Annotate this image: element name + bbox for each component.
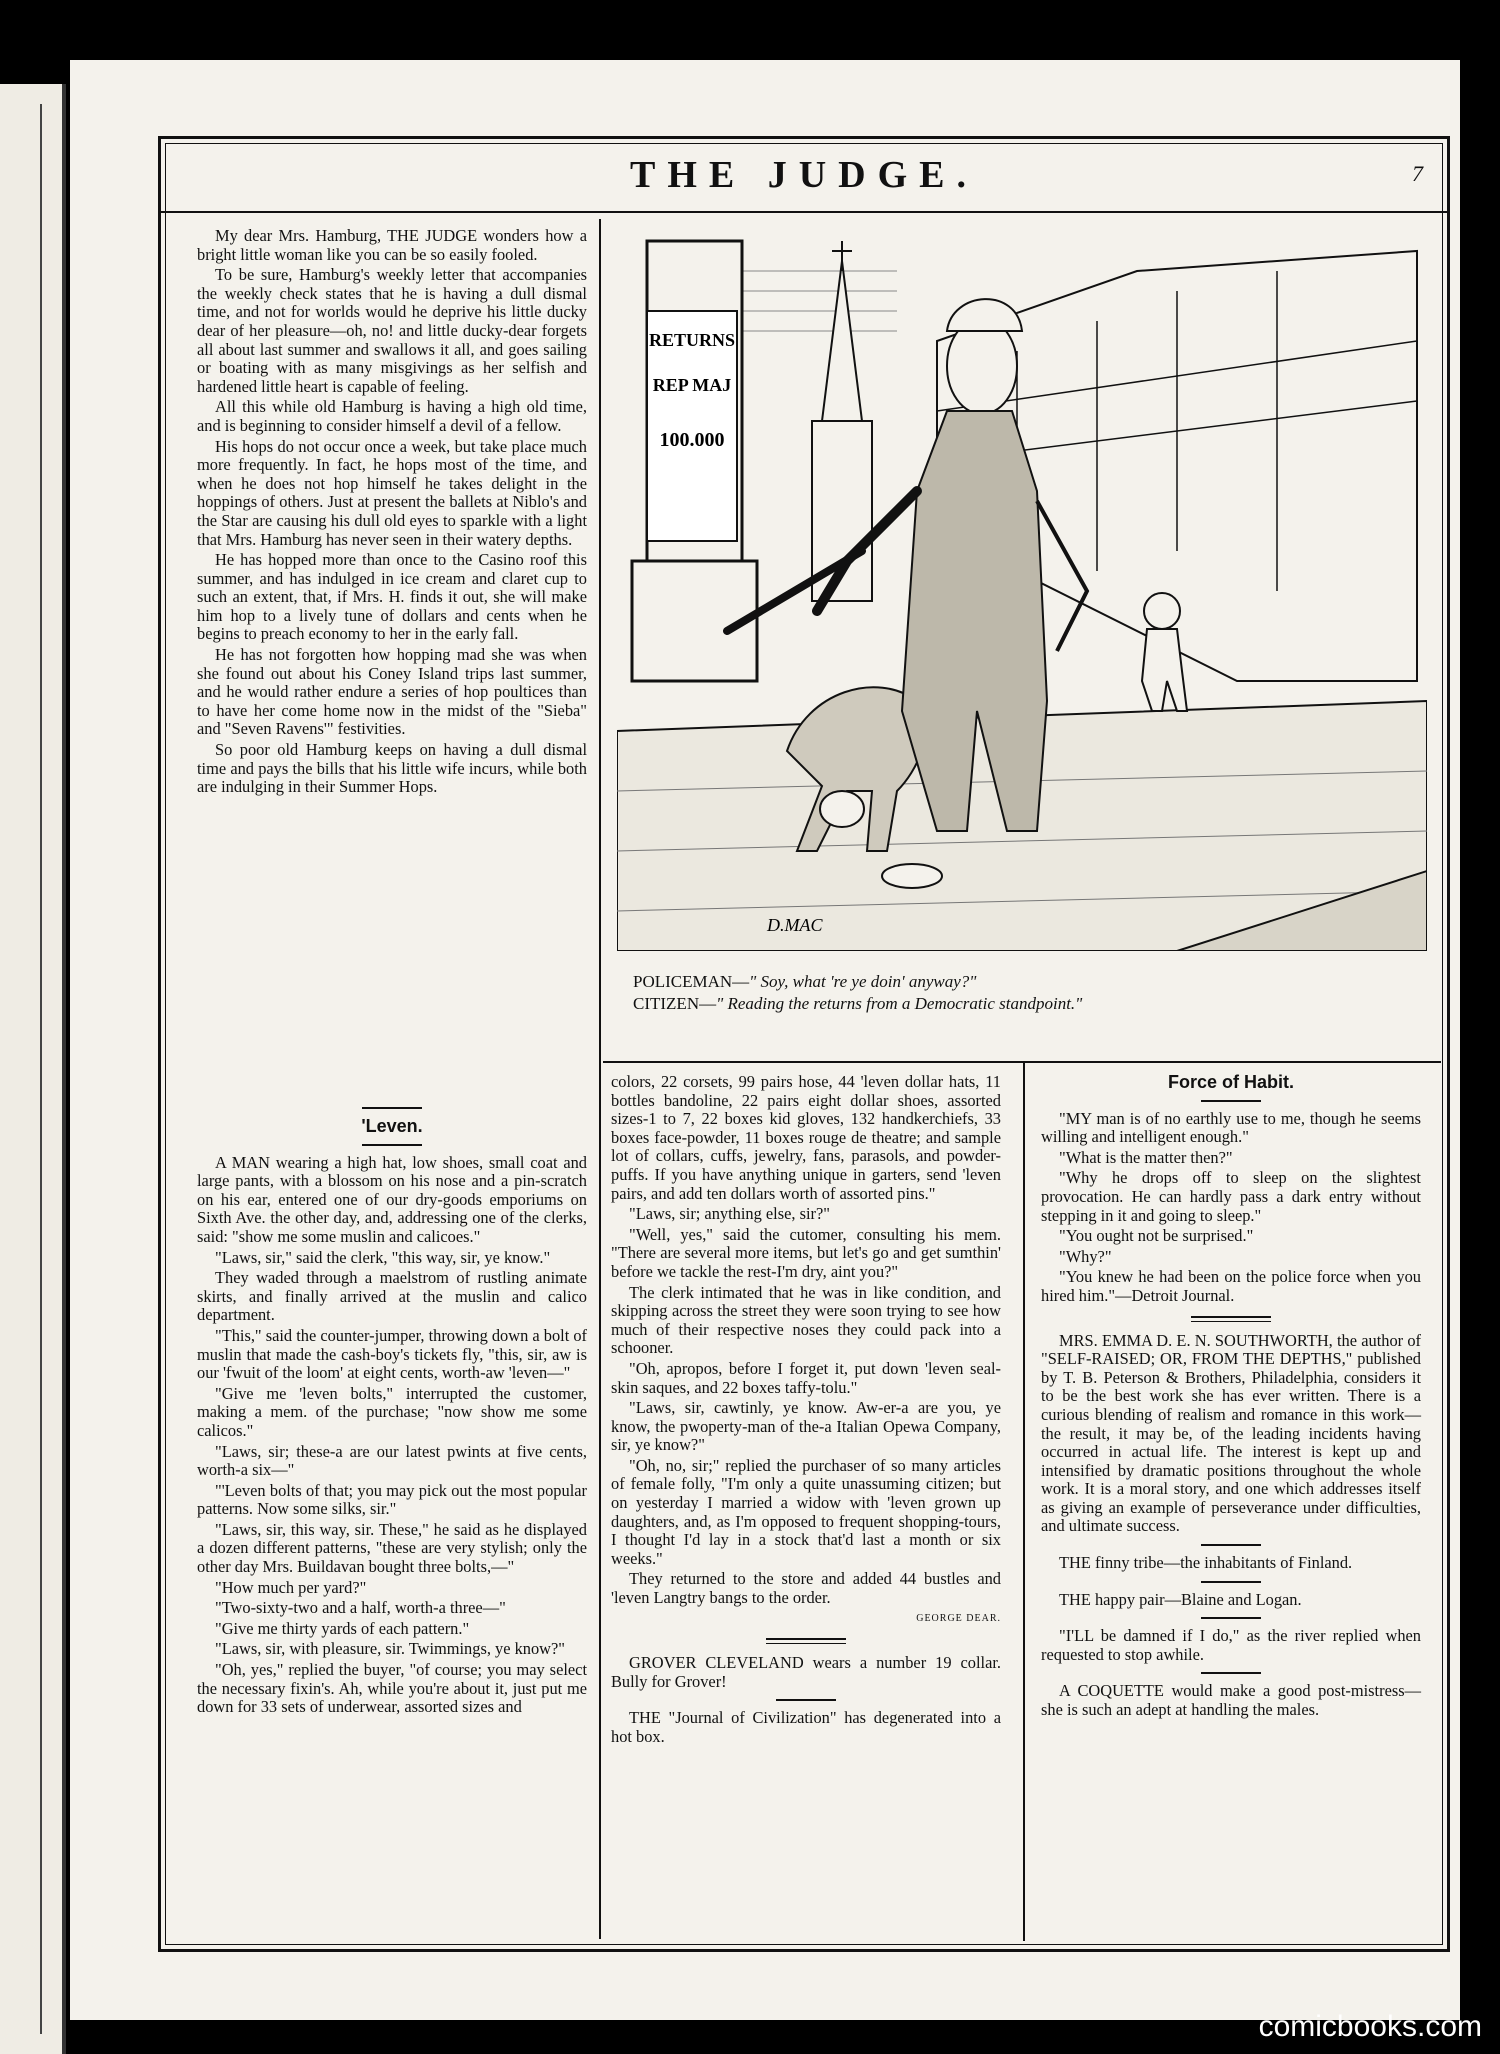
paragraph: "Oh, apropos, before I forget it, put down 'leven seal-skin saques, and 22 boxes taffy-tolu." [611, 1358, 1001, 1397]
river-note: "I'LL be damned if I do," as the river replied when requested to stop awhile. [1041, 1626, 1421, 1664]
artist-signature: D.MAC [767, 915, 823, 935]
paragraph: "You ought not be surprised." [1059, 1226, 1254, 1246]
paragraph: "Oh, no, sir;" replied the purchaser of so many articles of female folly, "I'm only a quite unassuming citizen; but on yesterday I married a widow with 'leven grown up daughters, and, as I'm opposed to frequent shopping-tours, I thought I'd lay in a stock that'd last a month or six weeks." [611, 1455, 1001, 1568]
journal-note: THE "Journal of Civilization" has degenerated into a hot box. [611, 1708, 1001, 1746]
leven-heading: 'Leven. [361, 1116, 423, 1136]
paragraph: "Laws, sir; these-a are our latest pwints at five cents, worth-a six—" [197, 1441, 587, 1480]
leven-article [197, 1099, 587, 1719]
separator-rule [1201, 1100, 1261, 1102]
paragraph: "Laws, sir, this way, sir. These," he said as he displayed a dozen different patterns, "these are very stylish; only the other day Mrs. Buildavan bought three bolts,—" [197, 1519, 587, 1577]
paragraph: All this while old Hamburg is having a high old time, and is beginning to consider himself a devil of a fellow. [197, 397, 587, 435]
paragraph: "Laws, sir, cawtinly, ye know. Aw-er-a are you, ye know, the pwoperty-man of the-a Italian Opewa Company, sir, ye know?" [611, 1398, 1001, 1455]
separator-rule [1201, 1672, 1261, 1674]
paragraph: "You knew he had been on the police force when you hired him."—Detroit Journal. [1041, 1267, 1421, 1305]
separator-rule [766, 1638, 846, 1644]
coquette-note: A COQUETTE would make a good post-mistress—she is such an adept at handling the males. [1041, 1681, 1421, 1720]
page-number: 7 [1412, 161, 1423, 186]
paragraph: He has not forgotten how hopping mad she was when she found out about his Coney Island trips last summer, and he would rather endure a series of hop poultices than to have her come home now in the midst of the "Sieba" and "Seven Ravens'" festivities. [197, 645, 587, 739]
finny-note: THE finny tribe—the inhabitants of Finland. [1059, 1553, 1353, 1573]
caption-speaker: CITIZEN— [633, 994, 717, 1013]
separator-rule [362, 1144, 422, 1146]
poster-text: RETURNS [648, 330, 736, 350]
column-divider [599, 219, 601, 1939]
paragraph: colors, 22 corsets, 99 pairs hose, 44 'leven dollar hats, 11 bottles bandoline, 22 pairs eight dollar shoes, assorted sizes-1 to 7, 22 boxes kid gloves, 132 handkerchiefs, 33 boxes face-powder, 11 boxes rouge de theatre; and sample lot of collars, cuffs, jewelry, fans, parasols, and powder-puffs. If you have anything unique in garters, send 'leven pairs, and add ten dollars worth of assorted pins." [611, 1072, 1001, 1203]
paragraph: "Laws, sir; anything else, sir?" [629, 1204, 830, 1224]
force-of-habit-column [1041, 1073, 1421, 1722]
paragraph: "Why?" [1059, 1246, 1112, 1266]
separator-rule [1201, 1617, 1261, 1619]
paragraph: "'Leven bolts of that; you may pick out the most popular patterns. Now some silks, sir." [197, 1480, 587, 1519]
poster-text: REP MAJ [652, 375, 732, 395]
caption-line [633, 993, 1413, 1015]
paragraph: So poor old Hamburg keeps on having a dull dismal time and pays the bills that his little wife incurs, while both are indulging in their Summer Hops. [197, 740, 587, 797]
paragraph: "Laws, sir," said the clerk, "this way, sir, ye know." [215, 1247, 551, 1267]
separator-rule [1201, 1544, 1261, 1546]
page-border [158, 136, 1450, 1952]
caption-line [633, 971, 1413, 993]
paragraph: The clerk intimated that he was in like condition, and skipping across the street they were soon trying to see how much of their respective noses they could pack into a schooner. [611, 1282, 1001, 1358]
political-cartoon [617, 231, 1427, 951]
separator-rule [362, 1107, 422, 1109]
paragraph: "Give me 'leven bolts," interrupted the customer, making a mem. of the purchase; "now show me some calicos." [197, 1383, 587, 1440]
separator-rule [1191, 1316, 1271, 1322]
paragraph: "Give me thirty yards of each pattern." [215, 1618, 470, 1638]
column-divider [1023, 1061, 1025, 1941]
paragraph: They returned to the store and added 44 bustles and 'leven Langtry bangs to the order. [611, 1569, 1001, 1608]
paragraph: "Oh, yes," replied the buyer, "of course; you may select the necessary fixin's. Ah, while you're about it, just put me down for 33 sets of underwear, assorted sizes and [197, 1660, 587, 1717]
caption-quote: " Reading the returns from a Democratic standpoint." [716, 994, 1083, 1013]
masthead [161, 151, 1447, 213]
magazine-page [70, 60, 1460, 2020]
separator-rule [776, 1699, 836, 1701]
hamburg-article [197, 227, 587, 799]
adjacent-page-edge [0, 84, 66, 2054]
paragraph: "MY man is of no earthly use to me, though he seems willing and intelligent enough." [1041, 1108, 1421, 1147]
leven-continued [611, 1073, 1001, 1749]
paragraph: To be sure, Hamburg's weekly letter that accompanies the weekly check states that he is having a dull dismal time, and not for worlds would he deprive his little ducky dear of her pleasure—oh, no! and little ducky-dear forgets all about last summer and swallows it all, and goes sailing or boating with as many misgivings as her selfish and hardened little heart is capable of feeling. [197, 265, 587, 396]
paragraph: He has hopped more than once to the Casino roof this summer, and has indulged in ice cream and claret cup to such an extent, that, if Mrs. H. finds it out, she will make him hop to a lively tune of dollars and cents when he begins to preach economy to her in the early fall. [197, 550, 587, 644]
cartoon-caption [633, 971, 1413, 1015]
paragraph: "This," said the counter-jumper, throwing down a bolt of muslin that made the cash-boy's tickets fly, "this, sir, aw is our 'fwuit of the loom' at eight cents, worth-aw 'leven—" [197, 1325, 588, 1383]
masthead-title: THE JUDGE. [629, 154, 979, 196]
paragraph: "Laws, sir, with pleasure, sir. Twimmings, ye know?" [215, 1639, 565, 1659]
paragraph: "How much per yard?" [215, 1577, 367, 1597]
southworth-notice: MRS. EMMA D. E. N. SOUTHWORTH, the author of "SELF-RAISED; OR, FROM THE DEPTHS," published by T. B. Peterson & Brothers, Philadelphia, considers it to be the best work she has ever written. There is a curious blending of realism and romance in this work—the result, it may be, of the leading incidents having occurred in actual life. The interest is kept up and intensified by dramatic positions throughout the whole work. It is a moral story, and one which addresses itself as giving an example of perseverance under difficulties, and ultimate success. [1041, 1330, 1421, 1536]
paragraph: "Why he drops off to sleep on the slightest provocation. He can hardly pass a dark entry without stepping in it and going to sleep." [1041, 1168, 1421, 1225]
paragraph: They waded through a maelstrom of rustling animate skirts, and finally arrived at the muslin and calico department. [197, 1268, 587, 1325]
caption-quote: " Soy, what 're ye doin' anyway?" [749, 972, 977, 991]
paragraph: "What is the matter then?" [1059, 1147, 1233, 1167]
paragraph: A MAN wearing a high hat, low shoes, small coat and large pants, with a blossom on his nose and a pin-scratch on his ear, entered one of our dry-goods emporiums on Sixth Ave. the other day, and, addressing one of the clerks, said: "show me some muslin and calicoes." [197, 1152, 587, 1246]
force-of-habit-heading: Force of Habit. [1167, 1072, 1294, 1092]
cleveland-note: GROVER CLEVELAND wears a number 19 collar. Bully for Grover! [611, 1653, 1001, 1691]
paragraph: My dear Mrs. Hamburg, THE JUDGE wonders how a bright little woman like you can be so easily fooled. [197, 226, 587, 264]
caption-speaker: POLICEMAN— [633, 972, 750, 991]
paragraph: "Two-sixty-two and a half, worth-a three—" [215, 1598, 506, 1618]
separator-rule [1201, 1581, 1261, 1583]
cartoon-bottom-rule [603, 1061, 1441, 1063]
site-watermark: comicbooks.com [1258, 2010, 1482, 2043]
poster-text: 100.000 [659, 429, 725, 451]
paragraph: His hops do not occur once a week, but take place much more frequently. In fact, he hops most of the time, and when he does not hop himself he takes delight in the hoppings of others. Just at present the ballets at Niblo's and the Star are causing his dull old eyes to sparkle with a light that Mrs. Hamburg has never seen in their watery depths. [197, 436, 587, 549]
author-signature: GEORGE DEAR. [916, 1612, 1001, 1624]
pair-note: THE happy pair—Blaine and Logan. [1059, 1589, 1302, 1609]
paragraph: "Well, yes," said the cutomer, consulting his mem. "There are several more items, but let's go and get sumthin' before we tackle the rest-I'm dry, aint you?" [611, 1224, 1001, 1281]
